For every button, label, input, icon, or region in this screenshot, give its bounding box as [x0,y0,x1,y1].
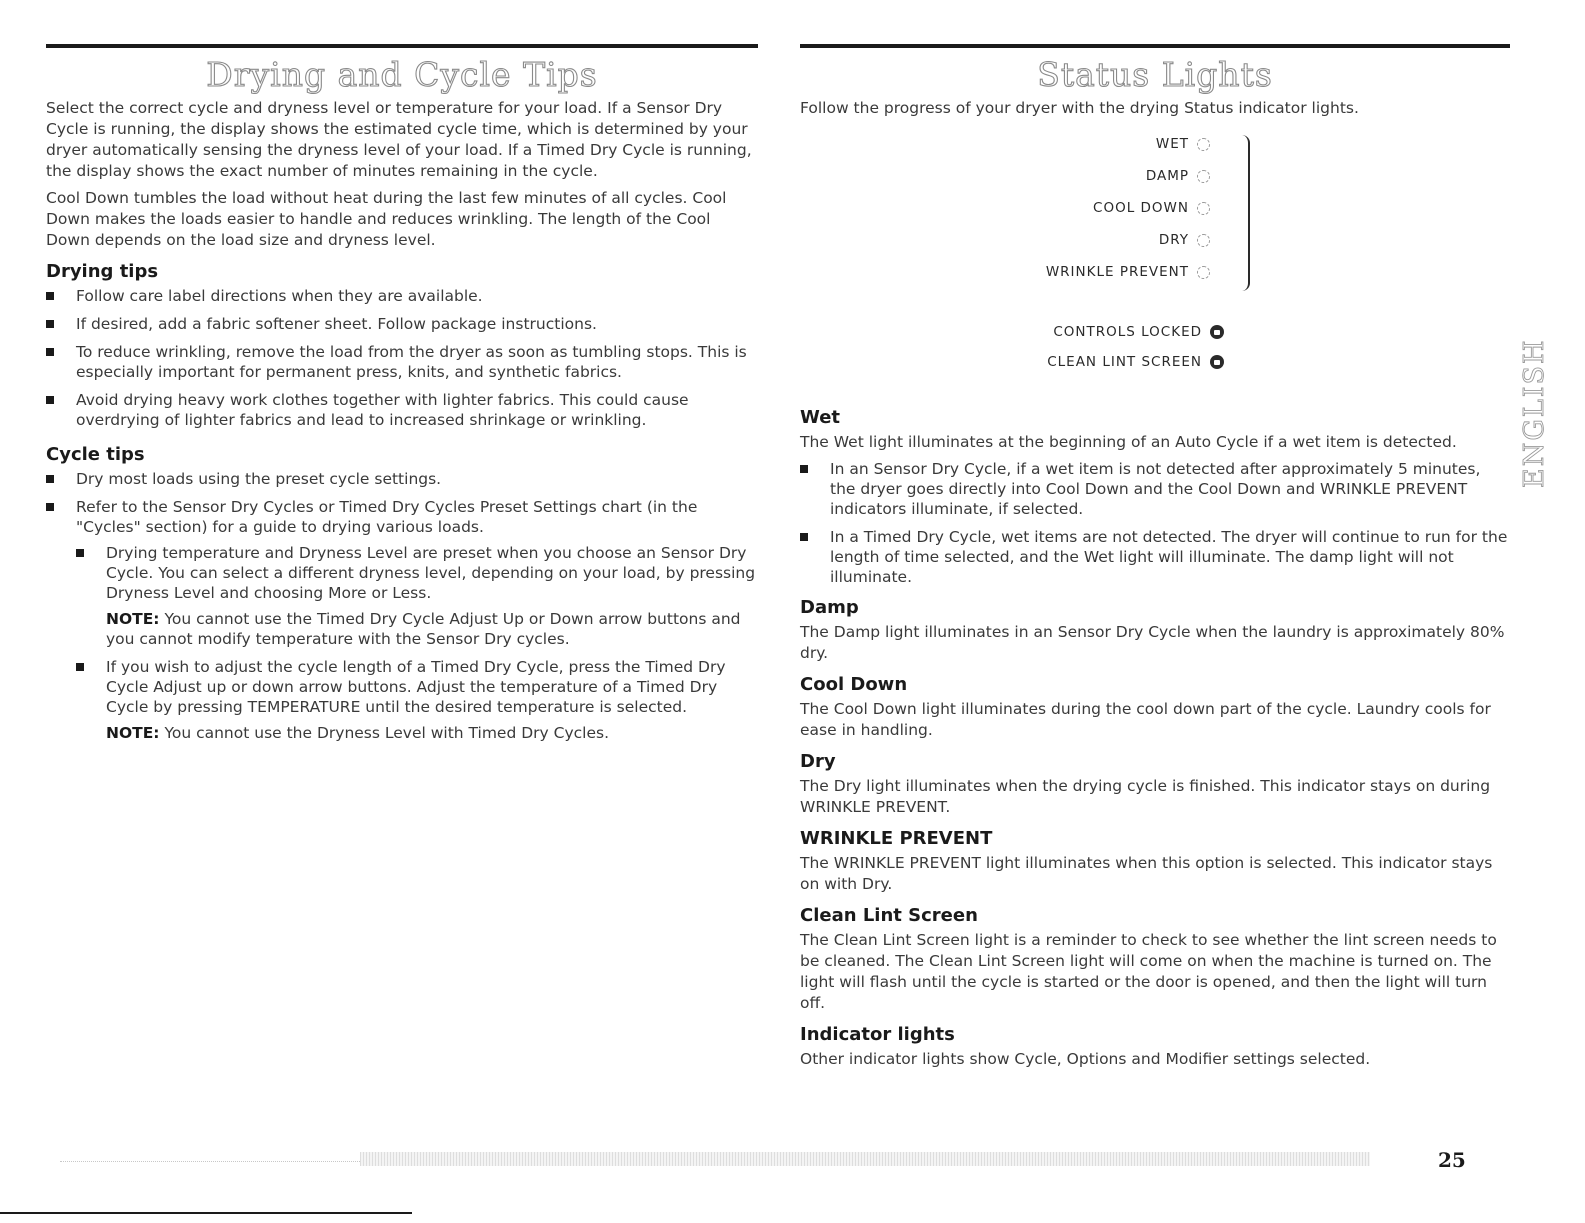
list-item [46,497,758,743]
light-label: DRY [1158,232,1189,248]
note-text: You cannot use the Dryness Level with Timed Dry Cycles. [159,724,610,742]
note [106,723,758,743]
list-item: Follow care label directions when they are available. [46,286,758,306]
light-dry [1159,229,1210,251]
list-item-text: Refer to the Sensor Dry Cycles or Timed Dry Cycles Preset Settings chart (in the "Cycles" section) for a guide to drying various loads. [76,498,698,536]
light-label: COOL DOWN [1093,200,1189,216]
list-item: In a Timed Dry Cycle, wet items are not detected. The dryer will continue to run for the length of time selected, and the Wet light will illuminate. The damp light will not illuminate. [800,527,1510,587]
sub-list-item [76,657,758,743]
list-item: If desired, add a fabric softener sheet. Follow package instructions. [46,314,758,334]
light-label: CONTROLS LOCKED [1053,324,1202,340]
section-rule [800,44,1510,48]
bottom-rule [0,1212,412,1214]
lock-icon [1210,325,1224,339]
wet-text: The Wet light illuminates at the beginning of an Auto Cycle if a wet item is detected. [800,433,1457,451]
wet-list [800,459,1510,587]
drying-tips-heading: Drying tips [46,261,159,282]
page-number: 25 [1438,1148,1466,1172]
list-item: Avoid drying heavy work clothes together with lighter fabrics. This could cause overdrying of lighter fabrics and lead to increased shrinkage or wrinkling. [46,390,758,430]
indicator-light-icon [1197,202,1210,215]
section-title: Status Lights [1037,55,1273,94]
damp-text: The Damp light illuminates in an Sensor Dry Cycle when the laundry is approximately 80% dry. [800,623,1505,662]
intro-paragraph: Follow the progress of your dryer with the drying Status indicator lights. [800,99,1359,117]
language-side-tab: ENGLISH [1519,338,1550,488]
cycle-tips-heading: Cycle tips [46,444,145,465]
light-controls-locked [1053,321,1224,343]
status-lights-section [800,44,1510,1076]
dry-heading: Dry [800,751,836,772]
indicator-lights-heading: Indicator lights [800,1024,955,1045]
indicator-lights-text: Other indicator lights show Cycle, Options and Modifier settings selected. [800,1050,1371,1068]
bracket-icon [1240,135,1250,291]
drying-cycle-tips-section [46,44,758,751]
note-text: You cannot use the Timed Dry Cycle Adjust Up or Down arrow buttons and you cannot modify temperature with the Sensor Dry cycles. [106,610,741,648]
footer-band [360,1152,1370,1166]
cycle-tips-sublist [76,543,758,743]
indicator-light-icon [1197,266,1210,279]
lint-screen-icon [1210,355,1224,369]
note [106,609,758,649]
list-item: In an Sensor Dry Cycle, if a wet item is not detected after approximately 5 minutes, the dryer goes directly into Cool Down and the Cool Down and WRINKLE PREVENT indicators illuminate, if selected. [800,459,1510,519]
cycle-tips-list [46,469,758,743]
damp-heading: Damp [800,597,859,618]
light-clean-lint-screen [1047,351,1224,373]
note-label: NOTE: [106,724,160,742]
status-lights-diagram [800,125,1510,407]
light-wrinkle-prevent [1046,261,1210,283]
dry-text: The Dry light illuminates when the drying cycle is finished. This indicator stays on during WRINKLE PREVENT. [800,777,1491,816]
intro-paragraph: Cool Down tumbles the load without heat during the last few minutes of all cycles. Cool Down makes the loads easier to handle and reduces wrinkling. The length of the Cool Down depends on the load size and dryness level. [46,189,727,249]
light-damp [1146,165,1210,187]
footer-dotted-line [60,1161,360,1163]
clean-lint-screen-heading: Clean Lint Screen [800,905,978,926]
wet-heading: Wet [800,407,841,428]
list-item: Dry most loads using the preset cycle settings. [46,469,758,489]
section-title: Drying and Cycle Tips [206,55,598,94]
sub-list-item-text: Drying temperature and Dryness Level are preset when you choose an Sensor Dry Cycle. You can select a different dryness level, depending on your load, by pressing Dryness Level and choosing More or Less. [106,544,756,602]
indicator-light-icon [1197,138,1210,151]
drying-tips-list [46,286,758,430]
wrinkle-prevent-heading: WRINKLE PREVENT [800,828,993,849]
sub-list-item-text: If you wish to adjust the cycle length of a Timed Dry Cycle, press the Timed Dry Cycle Adjust up or down arrow buttons. Adjust the temperature of a Timed Dry Cycle by pressing TEMPERATURE until the desired temperature is selected. [106,658,726,716]
light-cool-down [1093,197,1210,219]
light-label: CLEAN LINT SCREEN [1047,354,1202,370]
note-label: NOTE: [106,610,160,628]
indicator-light-icon [1197,234,1210,247]
cool-down-text: The Cool Down light illuminates during the cool down part of the cycle. Laundry cools for ease in handling. [800,700,1491,739]
intro-paragraph: Select the correct cycle and dryness level or temperature for your load. If a Sensor Dry Cycle is running, the display shows the estimated cycle time, which is determined by your dryer automatically sensing the dryness level of your load. If a Timed Dry Cycle is running, the display shows the exact number of minutes remaining in the cycle. [46,99,752,180]
light-label: WET [1155,136,1189,152]
wrinkle-prevent-text: The WRINKLE PREVENT light illuminates when this option is selected. This indicator stays on with Dry. [800,854,1493,893]
light-label: DAMP [1145,168,1189,184]
list-item: To reduce wrinkling, remove the load from the dryer as soon as tumbling stops. This is especially important for permanent press, knits, and synthetic fabrics. [46,342,758,382]
light-label: WRINKLE PREVENT [1045,264,1189,280]
indicator-light-icon [1197,170,1210,183]
sub-list-item [76,543,758,649]
section-rule [46,44,758,48]
clean-lint-screen-text: The Clean Lint Screen light is a reminder to check to see whether the lint screen needs to be cleaned. The Clean Lint Screen light will come on when the machine is turned on. The light will flash until the cycle is started or the door is opened, and then the light will turn off. [800,931,1497,1012]
light-wet [1156,133,1210,155]
cool-down-heading: Cool Down [800,674,908,695]
